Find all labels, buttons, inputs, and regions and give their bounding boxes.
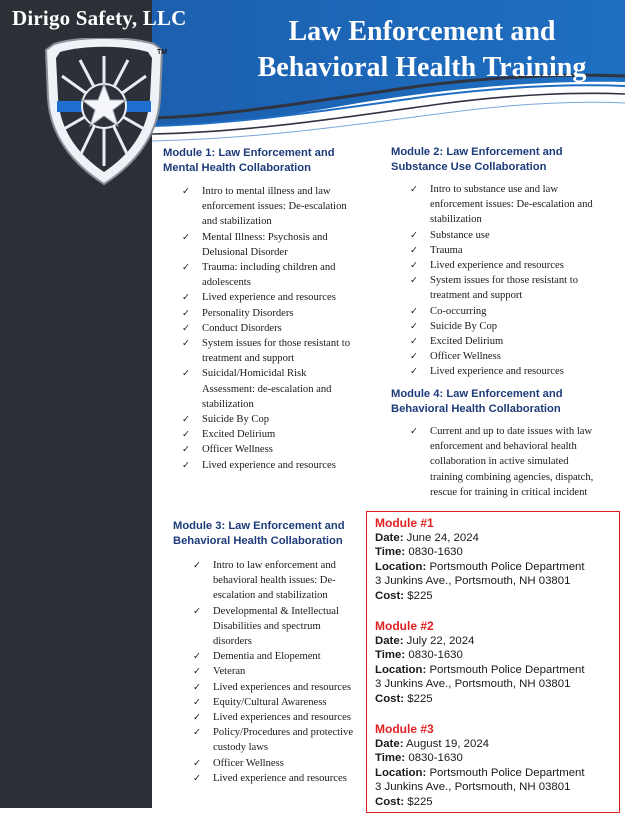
list-item bbox=[410, 273, 620, 303]
time-label: Time: bbox=[375, 752, 406, 764]
checkmark-icon: ✓ bbox=[193, 696, 201, 708]
checkmark-icon: ✓ bbox=[410, 184, 418, 195]
list-item-line: custody laws bbox=[213, 742, 269, 754]
module-4-heading bbox=[391, 387, 563, 417]
module-4-topic-list bbox=[410, 424, 620, 500]
cost-label: Cost: bbox=[375, 795, 405, 808]
list-item-line: Excited Delirium bbox=[430, 336, 504, 348]
checkmark-icon: ✓ bbox=[410, 336, 418, 348]
list-item-line: Suicidal/Homicidal Risk bbox=[202, 368, 307, 380]
checkmark-icon: ✓ bbox=[193, 560, 201, 571]
schedule-address: 3 Junkins Ave., Portsmouth, NH 03801 bbox=[375, 781, 571, 793]
checkmark-icon: ✓ bbox=[193, 757, 201, 769]
checkmark-icon: ✓ bbox=[182, 368, 190, 380]
schedule-entry bbox=[375, 722, 619, 809]
checkmark-icon: ✓ bbox=[410, 244, 418, 256]
cost-value: $225 bbox=[407, 795, 433, 808]
location-value: Portsmouth Police Department bbox=[429, 560, 585, 573]
list-item-line: Trauma: including children and bbox=[202, 262, 336, 274]
location-value: Portsmouth Police Department bbox=[429, 663, 585, 676]
list-item bbox=[182, 427, 372, 442]
list-item bbox=[193, 771, 365, 786]
list-item bbox=[182, 306, 372, 321]
list-item-line: Trauma bbox=[430, 244, 463, 256]
checkmark-icon: ✓ bbox=[410, 351, 418, 363]
cost-value: $225 bbox=[407, 589, 433, 602]
schedule-location bbox=[375, 560, 619, 575]
module-2-heading bbox=[391, 145, 563, 175]
schedule-date bbox=[375, 737, 619, 752]
date-label: Date: bbox=[375, 531, 404, 544]
list-item-line: Delusional Disorder bbox=[202, 246, 288, 258]
time-label: Time: bbox=[375, 546, 406, 558]
module-1-heading-line-2: Mental Health Collaboration bbox=[163, 162, 311, 174]
list-item bbox=[193, 558, 365, 604]
checkmark-icon: ✓ bbox=[182, 429, 190, 441]
checkmark-icon: ✓ bbox=[410, 366, 418, 378]
list-item bbox=[182, 336, 372, 366]
checkmark-icon: ✓ bbox=[410, 229, 418, 241]
module-3-heading-line-2: Behavioral Health Collaboration bbox=[173, 535, 343, 547]
list-item bbox=[182, 442, 372, 457]
date-label: Date: bbox=[375, 634, 404, 647]
cost-label: Cost: bbox=[375, 589, 405, 602]
list-item bbox=[410, 349, 620, 364]
list-item-line: Lived experience and resources bbox=[202, 292, 336, 304]
schedule-box bbox=[366, 511, 620, 813]
schedule-date bbox=[375, 531, 619, 546]
cost-value: $225 bbox=[407, 692, 433, 705]
date-label: Date: bbox=[375, 737, 404, 750]
module-4-heading-line-1: Module 4: Law Enforcement and bbox=[391, 388, 563, 400]
list-item-line: System issues for those resistant to bbox=[430, 275, 579, 287]
list-item bbox=[182, 321, 372, 336]
list-item bbox=[193, 604, 365, 650]
location-value: Portsmouth Police Department bbox=[429, 766, 585, 779]
shield-star-logo-icon bbox=[40, 38, 168, 188]
list-item bbox=[182, 260, 372, 290]
list-item-line: disorders bbox=[213, 636, 252, 648]
checkmark-icon: ✓ bbox=[410, 260, 418, 272]
title-line-2: Behavioral Health Training bbox=[257, 52, 587, 83]
module-2-heading-line-1: Module 2: Law Enforcement and bbox=[391, 146, 563, 158]
list-item bbox=[193, 756, 365, 771]
list-item bbox=[410, 424, 620, 500]
list-item-line: behavioral health issues: De- bbox=[213, 575, 336, 587]
checkmark-icon: ✓ bbox=[193, 727, 201, 739]
checkmark-icon: ✓ bbox=[182, 414, 190, 426]
module-3-heading-line-1: Module 3: Law Enforcement and bbox=[173, 520, 345, 532]
list-item-line: Suicide By Cop bbox=[430, 320, 498, 332]
list-item-line: treatment and support bbox=[202, 353, 295, 365]
list-item-line: Co-occurring bbox=[430, 305, 487, 317]
list-item-line: Conduct Disorders bbox=[202, 322, 282, 334]
schedule-module-title: Module #3 bbox=[375, 722, 434, 736]
list-item-line: Officer Wellness bbox=[213, 757, 284, 769]
date-value: June 24, 2024 bbox=[406, 531, 479, 544]
cost-label: Cost: bbox=[375, 692, 405, 705]
module-3-heading bbox=[173, 519, 345, 549]
list-item-line: Policy/Procedures and protective bbox=[213, 727, 354, 739]
module-2-heading-line-2: Substance Use Collaboration bbox=[391, 161, 547, 173]
checkmark-icon: ✓ bbox=[182, 186, 190, 197]
company-name: Dirigo Safety, LLC bbox=[12, 6, 187, 30]
list-item bbox=[193, 664, 365, 679]
list-item-line: Lived experiences and resources bbox=[213, 681, 351, 693]
list-item-line: Developmental & Intellectual bbox=[213, 605, 339, 617]
schedule-cost bbox=[375, 692, 619, 707]
list-item-line: Intro to law enforcement and bbox=[213, 560, 336, 571]
list-item-line: Lived experiences and resources bbox=[213, 712, 351, 724]
list-item bbox=[182, 184, 372, 230]
list-item bbox=[182, 412, 372, 427]
list-item bbox=[182, 230, 372, 260]
list-item-line: Personality Disorders bbox=[202, 307, 294, 319]
list-item-line: Excited Delirium bbox=[202, 429, 276, 441]
time-value: 0830-1630 bbox=[408, 649, 463, 661]
list-item bbox=[410, 334, 620, 349]
checkmark-icon: ✓ bbox=[193, 681, 201, 693]
list-item bbox=[410, 364, 620, 379]
list-item-line: treatment and support bbox=[430, 290, 523, 302]
list-item-line: Lived experience and resources bbox=[430, 366, 564, 378]
location-label: Location: bbox=[375, 663, 427, 676]
module-4-heading-line-2: Behavioral Health Collaboration bbox=[391, 403, 561, 415]
checkmark-icon: ✓ bbox=[193, 651, 201, 663]
list-item-line: enforcement issues: De-escalation bbox=[202, 201, 347, 213]
checkmark-icon: ✓ bbox=[182, 307, 190, 319]
list-item-line: Lived experience and resources bbox=[213, 772, 347, 784]
checkmark-icon: ✓ bbox=[182, 322, 190, 334]
list-item-line: Mental Illness: Psychosis and bbox=[202, 231, 328, 243]
checkmark-icon: ✓ bbox=[193, 666, 201, 678]
list-item-line: Assessment: de-escalation and bbox=[202, 383, 332, 395]
list-item bbox=[410, 258, 620, 273]
schedule-cost bbox=[375, 589, 619, 604]
module-1-heading bbox=[163, 146, 335, 176]
list-item-line: Veteran bbox=[213, 666, 246, 678]
schedule-date bbox=[375, 634, 619, 649]
list-item bbox=[193, 680, 365, 695]
list-item-line: Substance use bbox=[430, 229, 490, 241]
list-item-line: Disabilities and spectrum bbox=[213, 620, 321, 632]
checkmark-icon: ✓ bbox=[182, 459, 190, 471]
list-item bbox=[182, 366, 372, 412]
list-item-line: stabilization bbox=[202, 398, 254, 410]
list-item-line: Lived experience and resources bbox=[430, 260, 564, 272]
location-label: Location: bbox=[375, 766, 427, 779]
checkmark-icon: ✓ bbox=[193, 772, 201, 784]
list-item bbox=[182, 290, 372, 305]
checkmark-icon: ✓ bbox=[182, 338, 190, 350]
list-item bbox=[410, 182, 620, 228]
list-item-line: Equity/Cultural Awareness bbox=[213, 696, 327, 708]
title-line-1: Law Enforcement and bbox=[288, 16, 556, 47]
list-item-line: Intro to mental illness and law bbox=[202, 186, 331, 197]
time-value: 0830-1630 bbox=[408, 546, 463, 558]
list-item-line: Officer Wellness bbox=[430, 351, 501, 363]
list-item-line: training combining agencies, dispatch, bbox=[430, 471, 594, 483]
list-item bbox=[410, 304, 620, 319]
schedule-time bbox=[375, 751, 619, 766]
list-item-line: enforcement issues: De-escalation and bbox=[430, 199, 593, 211]
time-value: 0830-1630 bbox=[408, 752, 463, 764]
checkmark-icon: ✓ bbox=[410, 426, 418, 437]
list-item bbox=[193, 725, 365, 755]
list-item bbox=[182, 458, 372, 473]
list-item-line: rescue for training in critical incident bbox=[430, 486, 588, 498]
list-item-line: Officer Wellness bbox=[202, 444, 273, 456]
schedule-location bbox=[375, 766, 619, 781]
time-label: Time: bbox=[375, 649, 406, 661]
schedule-entry bbox=[375, 516, 619, 603]
checkmark-icon: ✓ bbox=[193, 605, 201, 617]
list-item-line: Intro to substance use and law bbox=[430, 184, 558, 195]
module-3-topic-list bbox=[193, 558, 365, 786]
list-item-line: Lived experience and resources bbox=[202, 459, 336, 471]
list-item bbox=[193, 649, 365, 664]
checkmark-icon: ✓ bbox=[182, 292, 190, 304]
list-item-line: Current and up to date issues with law bbox=[430, 426, 593, 437]
schedule-time bbox=[375, 648, 619, 663]
list-item bbox=[193, 695, 365, 710]
schedule-address: 3 Junkins Ave., Portsmouth, NH 03801 bbox=[375, 678, 571, 690]
module-1-heading-line-1: Module 1: Law Enforcement and bbox=[163, 147, 335, 159]
list-item-line: adolescents bbox=[202, 277, 251, 289]
date-value: August 19, 2024 bbox=[406, 737, 489, 750]
module-1-topic-list bbox=[182, 184, 372, 473]
schedule-address: 3 Junkins Ave., Portsmouth, NH 03801 bbox=[375, 575, 571, 587]
list-item-line: Suicide By Cop bbox=[202, 414, 270, 426]
schedule-entry bbox=[375, 619, 619, 706]
list-item-line: Dementia and Elopement bbox=[213, 651, 321, 663]
trademark-mark: TM bbox=[157, 49, 168, 56]
module-2-topic-list bbox=[410, 182, 620, 380]
list-item-line: System issues for those resistant to bbox=[202, 338, 351, 350]
schedule-cost bbox=[375, 795, 619, 810]
schedule-module-title: Module #2 bbox=[375, 619, 434, 633]
checkmark-icon: ✓ bbox=[182, 262, 190, 274]
page-title bbox=[232, 14, 612, 86]
list-item bbox=[410, 243, 620, 258]
list-item bbox=[410, 228, 620, 243]
list-item bbox=[410, 319, 620, 334]
list-item-line: escalation and stabilization bbox=[213, 590, 328, 602]
schedule-location bbox=[375, 663, 619, 678]
location-label: Location: bbox=[375, 560, 427, 573]
checkmark-icon: ✓ bbox=[410, 275, 418, 287]
checkmark-icon: ✓ bbox=[410, 320, 418, 332]
checkmark-icon: ✓ bbox=[410, 305, 418, 317]
checkmark-icon: ✓ bbox=[182, 444, 190, 456]
date-value: July 22, 2024 bbox=[406, 634, 475, 647]
list-item-line: collaboration in active simulated bbox=[430, 456, 569, 468]
list-item-line: enforcement and behavioral health bbox=[430, 441, 577, 453]
list-item-line: stabilization bbox=[430, 214, 482, 226]
checkmark-icon: ✓ bbox=[182, 231, 190, 243]
schedule-time bbox=[375, 545, 619, 560]
list-item bbox=[193, 710, 365, 725]
schedule-module-title: Module #1 bbox=[375, 516, 434, 530]
list-item-line: and stabilization bbox=[202, 216, 272, 228]
checkmark-icon: ✓ bbox=[193, 712, 201, 724]
